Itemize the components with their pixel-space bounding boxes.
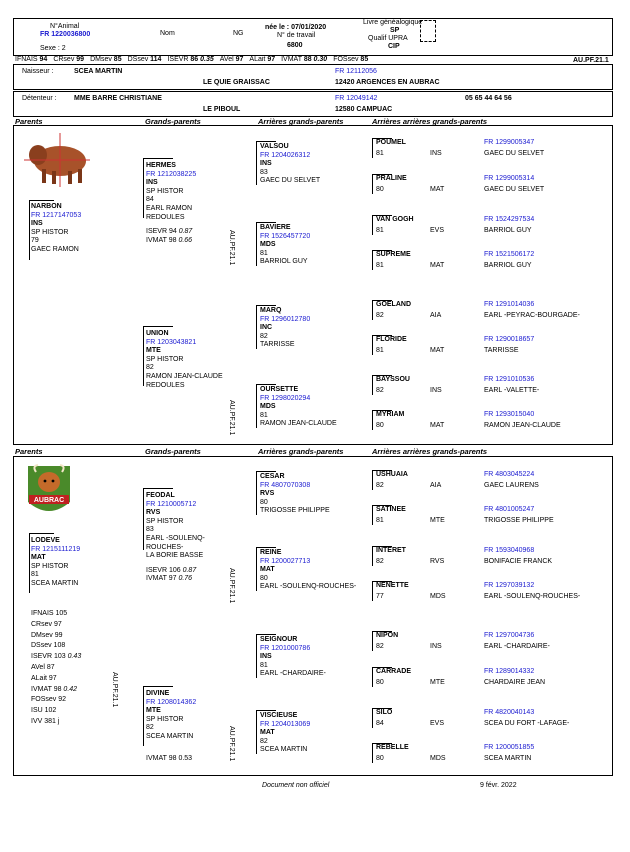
mother-index: ISU 102 bbox=[31, 707, 57, 715]
aagp-herd: MAT bbox=[430, 186, 445, 193]
father-book: SP HISTOR bbox=[31, 228, 69, 236]
livre-value: SP bbox=[390, 27, 400, 34]
connector bbox=[256, 710, 257, 754]
naisseur-place: LE QUIE GRAISSAC bbox=[203, 79, 270, 86]
aagp-year: 81 bbox=[376, 517, 384, 524]
aagp-year: 80 bbox=[376, 755, 384, 762]
agp-herd: INS bbox=[260, 160, 272, 168]
qualif-value: CIP bbox=[388, 43, 400, 50]
agp-id: FR 4807070308 bbox=[260, 481, 311, 489]
mother-index: FOSsev 92 bbox=[31, 696, 67, 704]
agp-name: SEIGNOUR bbox=[260, 636, 298, 643]
mother-owner: SCEA MARTIN bbox=[31, 579, 79, 587]
aagp-herd: MTE bbox=[430, 679, 445, 686]
aagp-id: FR 1297004736 bbox=[484, 632, 535, 639]
connector bbox=[372, 138, 373, 158]
aagp-owner: BARRIOL GUY bbox=[484, 227, 532, 234]
animal-id: FR 1220036800 bbox=[40, 31, 91, 38]
connector bbox=[372, 743, 373, 763]
father-line bbox=[29, 200, 30, 260]
aagp-year: 80 bbox=[376, 679, 384, 686]
travail-label: N° de travail bbox=[277, 32, 316, 39]
aagp-herd: MDS bbox=[430, 593, 446, 600]
connector bbox=[256, 547, 276, 548]
agp-year: 81 bbox=[260, 249, 268, 257]
agp-name: BAVIERE bbox=[260, 224, 291, 231]
agp-card bbox=[260, 473, 330, 516]
connector bbox=[372, 505, 373, 525]
connector bbox=[256, 384, 257, 428]
mother-year: 81 bbox=[31, 571, 39, 579]
mother-index: ALait 97 bbox=[31, 674, 57, 682]
agp-id: FR 1201000786 bbox=[260, 644, 311, 652]
index-item: AVel 97 bbox=[219, 56, 244, 63]
aagp-id: FR 4803045224 bbox=[484, 471, 535, 478]
gp-owner2: ROUCHES- bbox=[146, 543, 184, 551]
gp-owner2: REDOULES bbox=[146, 213, 185, 221]
agp-herd: MDS bbox=[260, 241, 276, 249]
connector bbox=[372, 581, 373, 601]
aagp-name: GOELAND bbox=[376, 301, 411, 308]
detenteur-phone: 05 65 44 64 56 bbox=[465, 95, 512, 102]
bull-image bbox=[22, 131, 92, 189]
aagp-year: 82 bbox=[376, 643, 384, 650]
naisseur-label: Naisseur : bbox=[22, 68, 54, 75]
aagp-name: BAYSSOU bbox=[376, 376, 410, 383]
aagp-id: FR 1299005347 bbox=[484, 139, 535, 146]
gp-owner: EARL RAMON bbox=[146, 204, 193, 212]
detenteur-name: MME BARRE CHRISTIANE bbox=[74, 95, 162, 102]
aagp-name: NIPON bbox=[376, 632, 399, 639]
gp-id: FR 1212038225 bbox=[146, 170, 197, 178]
gp-owner2: REDOULES bbox=[146, 381, 185, 389]
gp-book: SP HISTOR bbox=[146, 355, 184, 363]
connector bbox=[372, 174, 373, 194]
parents-header: Parents bbox=[15, 447, 43, 456]
aagp-owner: SCEA MARTIN bbox=[484, 755, 532, 762]
gp-id: FR 1208014362 bbox=[146, 698, 197, 706]
connector bbox=[256, 634, 257, 678]
gp-id: FR 1203043821 bbox=[146, 338, 197, 346]
mother-index: IFNAIS 105 bbox=[31, 610, 68, 617]
gp-ivmat: IVMAT 98 0.53 bbox=[146, 754, 193, 762]
aagp-owner: CHARDAIRE JEAN bbox=[484, 679, 546, 686]
gp-ivmat: IVMAT 97 0.76 bbox=[146, 575, 193, 583]
mother-index: AVel 87 bbox=[31, 663, 55, 671]
agp-herd: INS bbox=[260, 653, 272, 661]
agp-year: 81 bbox=[260, 661, 268, 669]
connector bbox=[372, 667, 373, 687]
agp-card bbox=[260, 712, 310, 755]
gp-owner: EARL -SOULENQ- bbox=[146, 534, 205, 542]
index-item: FOSsev 85 bbox=[333, 56, 369, 63]
birth-date: née le : 07/01/2020 bbox=[265, 24, 327, 31]
mother-line-top bbox=[29, 533, 54, 534]
aagp-name: CARRADE bbox=[376, 668, 411, 675]
aagp-name: SATINEE bbox=[376, 506, 406, 513]
nom-label: Nom bbox=[160, 30, 175, 37]
connector bbox=[256, 222, 276, 223]
detenteur-city: 12580 CAMPUAC bbox=[335, 106, 393, 113]
father-owner: GAEC RAMON bbox=[31, 245, 79, 253]
aagp-name: MYRIAM bbox=[376, 411, 405, 418]
agp-year: 83 bbox=[260, 168, 268, 176]
aagp-owner: RAMON JEAN-CLAUDE bbox=[484, 422, 561, 429]
parents-header: Parents bbox=[15, 117, 43, 126]
gp-id: FR 1210005712 bbox=[146, 500, 197, 508]
animal-label: N°Animal bbox=[50, 23, 80, 30]
agp-year: 80 bbox=[260, 574, 268, 582]
father-name: NARBON bbox=[31, 203, 62, 210]
aagp-year: 84 bbox=[376, 720, 384, 727]
connector bbox=[143, 158, 173, 159]
gp-herd: MTE bbox=[146, 347, 161, 355]
agp-card bbox=[260, 307, 310, 350]
index-row bbox=[15, 56, 374, 63]
agp-card bbox=[260, 549, 356, 592]
gp-code: AU.PF.21.1 bbox=[228, 230, 235, 266]
connector bbox=[256, 141, 276, 142]
aagp-name: REBELLE bbox=[376, 744, 409, 751]
detenteur-id: FR 12049142 bbox=[335, 95, 378, 102]
connector bbox=[143, 488, 173, 489]
mother-index: IVV 381 j bbox=[31, 717, 60, 725]
aagp-owner: EARL -VALETTE- bbox=[484, 387, 540, 394]
aagp-name: NENETTE bbox=[376, 582, 409, 589]
gp-owner: SCEA MARTIN bbox=[146, 732, 194, 740]
naisseur-city: 12420 ARGENCES EN AUBRAC bbox=[335, 79, 440, 86]
gp-code: AU.PF.21.1 bbox=[228, 726, 235, 762]
connector bbox=[372, 546, 373, 566]
agp-name: OURSETTE bbox=[260, 386, 299, 393]
connector bbox=[256, 141, 257, 185]
father-id: FR 1217147053 bbox=[31, 211, 82, 219]
gp-name: HERMES bbox=[146, 162, 176, 169]
mother-card bbox=[31, 537, 80, 589]
aagp-id: FR 1289014332 bbox=[484, 668, 535, 675]
agp-owner: SCEA MARTIN bbox=[260, 746, 308, 754]
aagp-year: 80 bbox=[376, 186, 384, 193]
connector bbox=[256, 384, 276, 385]
mother-line bbox=[29, 533, 30, 593]
aagp-name: POUMEL bbox=[376, 139, 406, 146]
connector bbox=[256, 471, 276, 472]
connector bbox=[372, 300, 373, 320]
agp-id: FR 1204013069 bbox=[260, 720, 311, 728]
aagp-herd: EVS bbox=[430, 227, 445, 234]
naisseur-id: FR 12112056 bbox=[335, 68, 377, 75]
agp-card bbox=[260, 143, 320, 186]
connector bbox=[143, 326, 144, 386]
connector bbox=[256, 547, 257, 591]
connector bbox=[372, 335, 373, 355]
connector bbox=[372, 250, 373, 270]
ng-label: NG bbox=[233, 30, 244, 37]
aagp-year: 82 bbox=[376, 482, 384, 489]
aagp-herd: AIA bbox=[430, 312, 442, 319]
footer-note: Document non officiel bbox=[262, 782, 330, 789]
mother-index: DMsev 99 bbox=[31, 631, 63, 639]
connector bbox=[143, 686, 173, 687]
father-card bbox=[31, 203, 81, 255]
agp-herd: INC bbox=[260, 324, 273, 332]
agp-herd: MDS bbox=[260, 403, 276, 411]
race-code: AU.PF.21.1 bbox=[573, 57, 609, 64]
aagp-name: SILO bbox=[376, 709, 393, 716]
aagp-name: FLORIDE bbox=[376, 336, 407, 343]
travail-number: 6800 bbox=[287, 42, 303, 49]
gp-card-hermes bbox=[146, 162, 196, 245]
aagp-herd: MAT bbox=[430, 422, 445, 429]
index-item: IVMAT 88 0.30 bbox=[281, 56, 328, 63]
connector bbox=[372, 375, 373, 395]
aagp-owner: EARL -PEYRAC-BOURGADE- bbox=[484, 312, 580, 319]
livre-label: Livre généalogique bbox=[363, 19, 423, 26]
aagp-herd: INS bbox=[430, 643, 442, 650]
aagp-year: 77 bbox=[376, 593, 384, 600]
aagp-id: FR 1290018657 bbox=[484, 336, 535, 343]
agp-card bbox=[260, 224, 310, 267]
agp-year: 82 bbox=[260, 737, 268, 745]
aagp-owner: TRIGOSSE PHILIPPE bbox=[484, 517, 554, 524]
connector bbox=[143, 158, 144, 218]
agp-herd: RVS bbox=[260, 490, 275, 498]
father-line-top bbox=[29, 200, 54, 201]
index-item: DSsev 114 bbox=[127, 56, 162, 63]
aagp-id: FR 4820040143 bbox=[484, 709, 535, 716]
index-item: DMsev 85 bbox=[90, 56, 122, 63]
svg-text:AUBRAC: AUBRAC bbox=[33, 497, 65, 504]
agp-name: VISCIEUSE bbox=[260, 712, 298, 719]
mother-book: SP HISTOR bbox=[31, 562, 69, 570]
aagp-herd: AIA bbox=[430, 482, 442, 489]
gp-card-feodal bbox=[146, 492, 205, 584]
gp-code: AU.PF.21.1 bbox=[228, 400, 235, 436]
aagp-year: 81 bbox=[376, 150, 384, 157]
agp-id: FR 1204026312 bbox=[260, 151, 311, 159]
footer-date: 9 févr. 2022 bbox=[480, 782, 517, 789]
agp-card bbox=[260, 636, 326, 679]
connector bbox=[143, 326, 173, 327]
agp-year: 81 bbox=[260, 411, 268, 419]
aagp-owner: TARRISSE bbox=[484, 347, 519, 354]
agp-owner: EARL -SOULENQ-ROUCHES- bbox=[260, 583, 357, 591]
agp-header: Arrières grands-parents bbox=[258, 447, 344, 456]
aagp-owner: BARRIOL GUY bbox=[484, 262, 532, 269]
sexe: Sexe : 2 bbox=[40, 45, 66, 52]
connector bbox=[372, 631, 373, 651]
aagp-year: 81 bbox=[376, 262, 384, 269]
aubrac-logo bbox=[24, 462, 74, 520]
checkbox-grid-icon bbox=[420, 20, 436, 42]
gp-herd: RVS bbox=[146, 509, 161, 517]
aagp-id: FR 1524297534 bbox=[484, 216, 535, 223]
aagp-name: VAN GOGH bbox=[376, 216, 414, 223]
connector bbox=[256, 222, 257, 266]
father-year: 79 bbox=[31, 237, 39, 245]
aagp-id: FR 4801005247 bbox=[484, 506, 535, 513]
gp-year: 82 bbox=[146, 364, 154, 372]
aagp-name: PRALINE bbox=[376, 175, 407, 182]
aagp-owner: EARL -CHARDAIRE- bbox=[484, 643, 550, 650]
aagp-year: 82 bbox=[376, 558, 384, 565]
gp-code: AU.PF.21.1 bbox=[228, 568, 235, 604]
connector bbox=[256, 471, 257, 515]
aagp-id: FR 1291014036 bbox=[484, 301, 535, 308]
agp-year: 82 bbox=[260, 332, 268, 340]
gp-herd: INS bbox=[146, 179, 158, 187]
aagp-year: 81 bbox=[376, 347, 384, 354]
gp-owner: RAMON JEAN-CLAUDE bbox=[146, 372, 223, 380]
agp-owner: GAEC DU SELVET bbox=[260, 177, 321, 185]
gp-name: DIVINE bbox=[146, 690, 170, 697]
agp-herd: MAT bbox=[260, 729, 275, 737]
index-item: ALait 97 bbox=[249, 56, 276, 63]
gp-name: FEODAL bbox=[146, 492, 175, 499]
aagp-owner: GAEC DU SELVET bbox=[484, 150, 545, 157]
agp-herd: MAT bbox=[260, 566, 275, 574]
connector bbox=[256, 634, 276, 635]
aagp-owner: GAEC LAURENS bbox=[484, 482, 539, 489]
gp-year: 84 bbox=[146, 196, 154, 204]
mother-id: FR 1215111219 bbox=[31, 545, 81, 553]
aagp-herd: INS bbox=[430, 150, 442, 157]
aagp-header: Arrières arrières grands-parents bbox=[372, 117, 488, 126]
aagp-owner: SCEA DU FORT -LAFAGE- bbox=[484, 720, 570, 727]
gp-year: 82 bbox=[146, 724, 154, 732]
aagp-owner: GAEC DU SELVET bbox=[484, 186, 545, 193]
agp-name: MARQ bbox=[260, 307, 282, 314]
aagp-id: FR 1521506172 bbox=[484, 251, 535, 258]
mother-indexes bbox=[31, 609, 81, 728]
gp-owner3: LA BORIE BASSE bbox=[146, 552, 204, 560]
father-herd: INS bbox=[31, 220, 43, 228]
agp-header: Arrières grands-parents bbox=[258, 117, 344, 126]
gp-name: UNION bbox=[146, 330, 169, 337]
aagp-year: 81 bbox=[376, 227, 384, 234]
aagp-name: SUPREME bbox=[376, 251, 411, 258]
agp-year: 80 bbox=[260, 498, 268, 506]
aagp-herd: MAT bbox=[430, 262, 445, 269]
gp-ivmat: IVMAT 98 0.66 bbox=[146, 236, 193, 244]
aagp-herd: MAT bbox=[430, 347, 445, 354]
aagp-name: INTERET bbox=[376, 547, 406, 554]
mother-name: LODEVE bbox=[31, 537, 60, 544]
agp-owner: TARRISSE bbox=[260, 341, 295, 349]
agp-owner: RAMON JEAN-CLAUDE bbox=[260, 420, 337, 428]
aagp-herd: EVS bbox=[430, 720, 445, 727]
mother-herd: MAT bbox=[31, 554, 46, 562]
connector bbox=[372, 708, 373, 728]
mother-index: DSsev 108 bbox=[31, 642, 66, 650]
aagp-owner: BONIFACIE FRANCK bbox=[484, 558, 553, 565]
gp-year: 83 bbox=[146, 526, 154, 534]
agp-id: FR 1296012780 bbox=[260, 315, 311, 323]
connector bbox=[143, 488, 144, 550]
index-item: ISEVR 86 0.35 bbox=[167, 56, 214, 63]
aagp-year: 82 bbox=[376, 312, 384, 319]
agp-card bbox=[260, 386, 337, 429]
gp-card-divine bbox=[146, 690, 196, 763]
gp-book: SP HISTOR bbox=[146, 187, 184, 195]
agp-id: FR 1298020294 bbox=[260, 394, 311, 402]
qualif-label: Qualif UPRA bbox=[368, 35, 408, 42]
agp-id: FR 1200027713 bbox=[260, 557, 311, 565]
connector bbox=[372, 410, 373, 430]
aagp-id: FR 1297039132 bbox=[484, 582, 535, 589]
connector bbox=[256, 710, 276, 711]
aagp-herd: MTE bbox=[430, 517, 445, 524]
aagp-year: 80 bbox=[376, 422, 384, 429]
gp-header: Grands-parents bbox=[145, 117, 201, 126]
naisseur-name: SCEA MARTIN bbox=[74, 68, 123, 75]
gp-herd: MTE bbox=[146, 707, 161, 715]
gp-isevr: ISEVR 94 0.87 bbox=[146, 228, 193, 236]
aagp-id: FR 1293015040 bbox=[484, 411, 535, 418]
aagp-id: FR 1299005314 bbox=[484, 175, 535, 182]
index-item: CRsev 99 bbox=[53, 56, 85, 63]
aagp-owner: EARL -SOULENQ-ROUCHES- bbox=[484, 593, 581, 600]
agp-owner: EARL -CHARDAIRE- bbox=[260, 670, 326, 678]
agp-owner: TRIGOSSE PHILIPPE bbox=[260, 507, 330, 515]
aagp-id: FR 1200051855 bbox=[484, 744, 535, 751]
mother-code: AU.PF.21.1 bbox=[111, 672, 118, 708]
aagp-herd: RVS bbox=[430, 558, 445, 565]
aagp-id: FR 1593040968 bbox=[484, 547, 535, 554]
connector bbox=[256, 305, 257, 349]
aagp-name: USHUAIA bbox=[376, 471, 408, 478]
agp-id: FR 1526457720 bbox=[260, 232, 311, 240]
gp-header: Grands-parents bbox=[145, 447, 201, 456]
agp-name: REINE bbox=[260, 549, 282, 556]
agp-name: CESAR bbox=[260, 473, 285, 480]
agp-owner: BARRIOL GUY bbox=[260, 258, 308, 266]
gp-book: SP HISTOR bbox=[146, 715, 184, 723]
gp-book: SP HISTOR bbox=[146, 517, 184, 525]
aagp-herd: INS bbox=[430, 387, 442, 394]
connector bbox=[256, 305, 276, 306]
connector bbox=[143, 686, 144, 746]
mother-index: IVMAT 98 0.42 bbox=[31, 685, 78, 693]
detenteur-place: LE PIBOUL bbox=[203, 106, 241, 113]
aagp-id: FR 1291010536 bbox=[484, 376, 535, 383]
mother-index: ISEVR 103 0.43 bbox=[31, 653, 82, 661]
aagp-header: Arrières arrières grands-parents bbox=[372, 447, 488, 456]
detenteur-label: Détenteur : bbox=[22, 95, 57, 102]
aagp-herd: MDS bbox=[430, 755, 446, 762]
gp-card-union bbox=[146, 330, 223, 390]
agp-name: VALSOU bbox=[260, 143, 289, 150]
connector bbox=[372, 470, 373, 490]
gp-isevr: ISEVR 106 0.87 bbox=[146, 566, 197, 574]
mother-index: CRsev 97 bbox=[31, 620, 62, 628]
connector bbox=[372, 215, 373, 235]
aagp-year: 82 bbox=[376, 387, 384, 394]
index-item: IFNAIS 94 bbox=[15, 56, 48, 63]
